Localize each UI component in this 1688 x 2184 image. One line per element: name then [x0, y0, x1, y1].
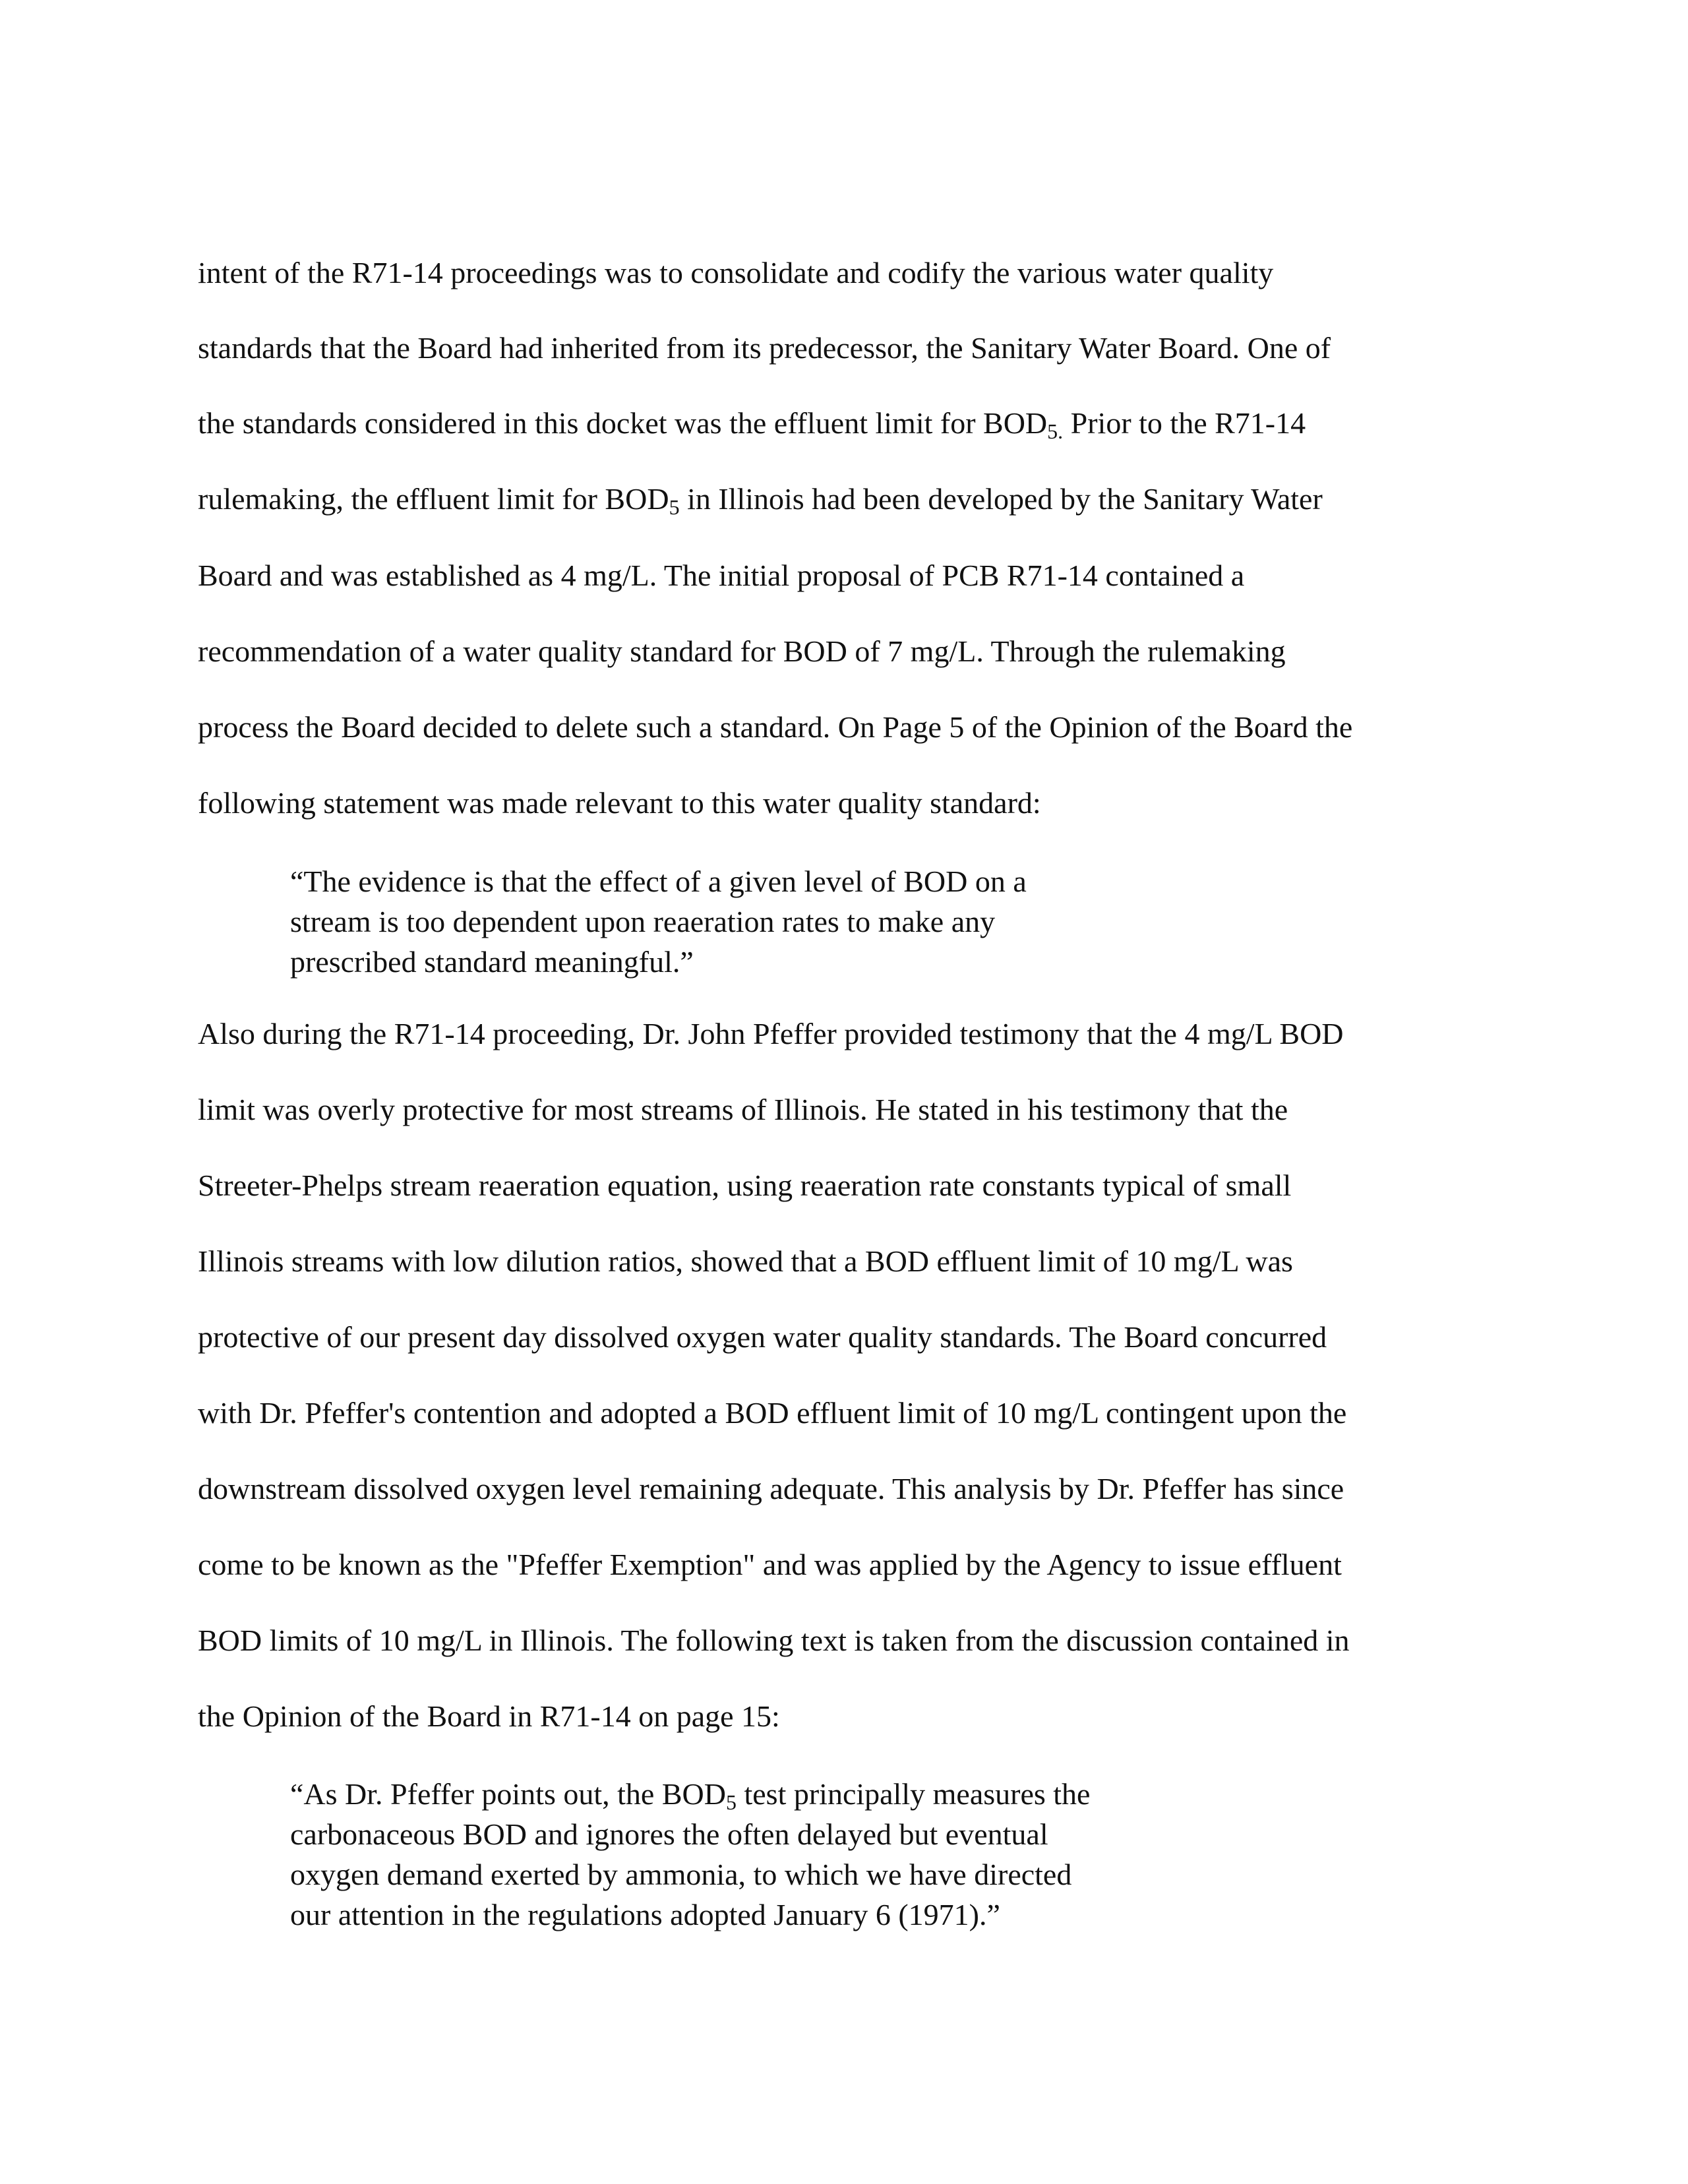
subscript: 5 [725, 1790, 737, 1814]
paragraph-line: come to be known as the "Pfeffer Exemption" and was applied by the Agency to issue effluent [198, 1548, 1342, 1581]
text-run: test principally measures the [736, 1777, 1091, 1811]
quote-line [290, 1774, 1266, 1814]
paragraph-line: Board and was established as 4 mg/L. The initial proposal of PCB R71-14 contained a [198, 559, 1245, 592]
block-quote [290, 861, 1266, 982]
paragraph-line: recommendation of a water quality standard for BOD of 7 mg/L. Through the rulemaking [198, 634, 1286, 668]
quote-line: stream is too dependent upon reaeration rates to make any [290, 905, 996, 938]
paragraph-line: protective of our present day dissolved oxygen water quality standards. The Board concurred [198, 1320, 1327, 1354]
paragraph-line: standards that the Board had inherited from its predecessor, the Sanitary Water Board. One of [198, 331, 1331, 365]
quote-line: “The evidence is that the effect of a given level of BOD on a [290, 864, 1027, 898]
paragraph-line: intent of the R71-14 proceedings was to consolidate and codify the various water quality [198, 256, 1274, 289]
paragraph-line: Illinois streams with low dilution ratios, showed that a BOD effluent limit of 10 mg/L was [198, 1244, 1293, 1278]
text-run: rulemaking, the effluent limit for BOD [198, 482, 669, 516]
paragraph-line: with Dr. Pfeffer's contention and adopted a BOD effluent limit of 10 mg/L contingent upon the [198, 1396, 1347, 1430]
paragraph-line: downstream dissolved oxygen level remaining adequate. This analysis by Dr. Pfeffer has since [198, 1472, 1344, 1505]
paragraph-line: Streeter-Phelps stream reaeration equation, using reaeration rate constants typical of small [198, 1168, 1292, 1202]
paragraph-line [198, 481, 1323, 518]
paragraph-line [198, 405, 1306, 442]
text-run: “As Dr. Pfeffer points out, the BOD [290, 1777, 726, 1811]
paragraph-line: Also during the R71-14 proceeding, Dr. John Pfeffer provided testimony that the 4 mg/L BOD [198, 1017, 1344, 1050]
block-quote [290, 1774, 1266, 1935]
quote-line: oxygen demand exerted by ammonia, to which we have directed [290, 1858, 1072, 1891]
paragraph-line: process the Board decided to delete such a standard. On Page 5 of the Opinion of the Board the [198, 710, 1353, 744]
text-run: Prior to the R71-14 [1063, 406, 1306, 440]
text-run: the standards considered in this docket was the effluent limit for BOD [198, 406, 1048, 440]
paragraph-line: BOD limits of 10 mg/L in Illinois. The following text is taken from the discussion contained in [198, 1623, 1350, 1657]
text-run: in Illinois had been developed by the Sanitary Water [679, 482, 1323, 516]
paragraph-line: limit was overly protective for most streams of Illinois. He stated in his testimony that the [198, 1093, 1288, 1126]
paragraph-line: the Opinion of the Board in R71-14 on page 15: [198, 1699, 780, 1733]
subscript: 5 [669, 495, 680, 519]
quote-line: our attention in the regulations adopted January 6 (1971).” [290, 1898, 1000, 1931]
quote-line: prescribed standard meaningful.” [290, 945, 694, 979]
subscript: 5. [1047, 419, 1064, 443]
paragraph-line: following statement was made relevant to this water quality standard: [198, 786, 1041, 820]
quote-line: carbonaceous BOD and ignores the often delayed but eventual [290, 1817, 1048, 1851]
